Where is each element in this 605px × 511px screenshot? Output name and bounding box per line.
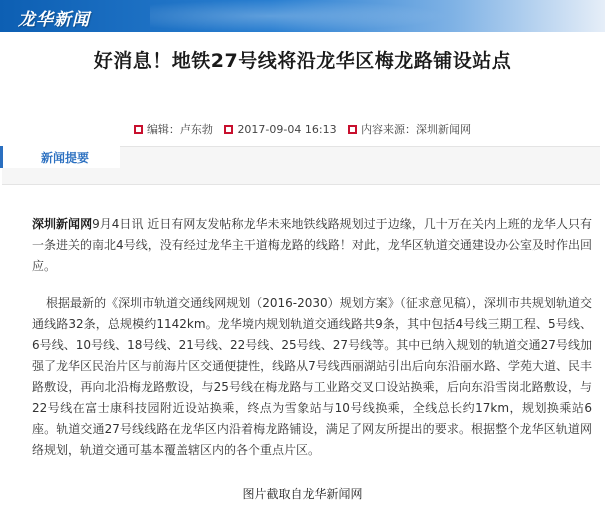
article-paragraph-1	[32, 214, 592, 277]
site-logo-text[interactable]: 龙华新闻	[18, 10, 90, 30]
meta-editor	[134, 121, 213, 137]
summary-tab	[0, 146, 120, 168]
article-title: 好消息！地铁27号线将沿龙华区梅龙路铺设站点	[93, 50, 512, 72]
meta-datetime-text: 2017-09-04 16:13	[237, 123, 337, 136]
paragraph-2-text: 根据最新的《深圳市轨道交通线网规划（2016-2030）规划方案》（征求意见稿），深圳市共规划轨道交通线路32条，总规模约1142km。龙华境内规划轨道交通线路共9条，其中包括4号线三期工程、5号线、6号线、10号线、18号线、21号线、22号线、25号线、27号线等。其中已纳入规划的轨道交通27号线加强了龙华区民治片区与前海片区交通便捷性，线路从7号线西丽湖站引出后向东沿丽水路、学苑大道、民丰路敷设，再向北沿梅龙路敷设，与25号线在梅龙路与工业路交叉口设站换乘，后向东沿雪岗北路敷设，与22号线在富士康科技园附近设站换乘，终点为雪象站与10号线换乘，全线总长约17km，规划换乘站6座。轨道交通27号线线路在龙华区内沿着梅龙路铺设，满足了网友所提出的要求。根据整个龙华区轨道网络规划，轨道交通可基本覆盖辖区内的各个重点片区。	[32, 296, 592, 457]
meta-source-text: 内容来源：深圳新闻网	[361, 123, 472, 136]
summary-label: 新闻提要	[41, 151, 90, 165]
site-banner	[0, 0, 605, 32]
square-bullet-icon	[224, 125, 233, 134]
article-paragraph-2	[32, 293, 592, 461]
article-meta	[0, 121, 605, 137]
paragraph-1-text: 9月4日讯 近日有网友发帖称龙华未来地铁线路规划过于边缘，几十万在关内上班的龙华人只有一条进关的南北4号线，没有经过龙华主干道梅龙路的线路！对此，龙华区轨道交通建设办公室及时作出回应。	[32, 217, 592, 273]
square-bullet-icon	[134, 125, 143, 134]
square-bullet-icon	[348, 125, 357, 134]
meta-datetime	[224, 123, 336, 136]
paragraph-lead: 深圳新闻网	[32, 217, 93, 231]
meta-editor-text: 编辑：卢东勃	[146, 123, 213, 136]
image-caption: 图片截取自龙华新闻网	[242, 487, 363, 501]
meta-source	[348, 121, 471, 137]
